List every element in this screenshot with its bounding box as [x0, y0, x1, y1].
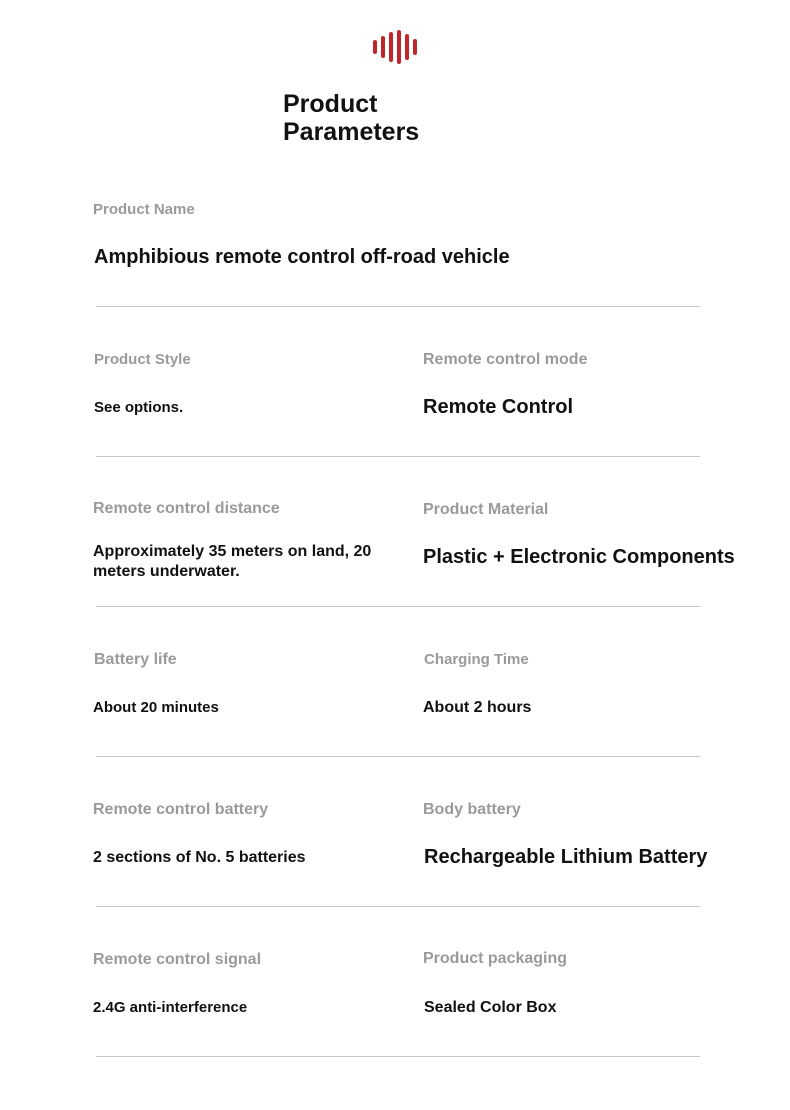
divider: [96, 906, 700, 907]
page-title-line-2: Parameters: [283, 118, 420, 146]
product-style-value: See options.: [94, 399, 184, 416]
battery-life-label: Battery life: [94, 651, 177, 668]
product-name-value: Amphibious remote control off-road vehicle: [94, 246, 510, 268]
remote-mode-label: Remote control mode: [423, 351, 588, 368]
product-style-label: Product Style: [94, 351, 191, 368]
remote-distance-label: Remote control distance: [93, 500, 280, 517]
product-name-label: Product Name: [93, 201, 195, 218]
charging-time-value: About 2 hours: [423, 699, 532, 716]
remote-mode-value: Remote Control: [423, 396, 573, 418]
divider: [96, 606, 700, 607]
body-battery-label: Body battery: [423, 801, 521, 818]
remote-distance-value: Approximately 35 meters on land, 20 meters underwater.: [93, 543, 372, 580]
brand-logo-icon: [372, 30, 420, 64]
page-title-line-1: Product: [283, 90, 378, 118]
remote-battery-value: 2 sections of No. 5 batteries: [93, 849, 306, 866]
packaging-value: Sealed Color Box: [424, 999, 557, 1016]
divider: [96, 1056, 700, 1057]
divider: [96, 306, 700, 307]
charging-time-label: Charging Time: [424, 651, 529, 668]
divider: [96, 456, 700, 457]
remote-battery-label: Remote control battery: [93, 801, 269, 818]
body-battery-value: Rechargeable Lithium Battery: [424, 846, 708, 868]
page-title: [283, 90, 419, 146]
product-material-label: Product Material: [423, 501, 549, 518]
divider: [96, 756, 700, 757]
remote-signal-label: Remote control signal: [93, 951, 262, 968]
remote-signal-value: 2.4G anti-interference: [93, 999, 248, 1016]
battery-life-value: About 20 minutes: [93, 699, 219, 716]
packaging-label: Product packaging: [423, 950, 568, 967]
product-material-value: Plastic + Electronic Components: [423, 546, 735, 568]
